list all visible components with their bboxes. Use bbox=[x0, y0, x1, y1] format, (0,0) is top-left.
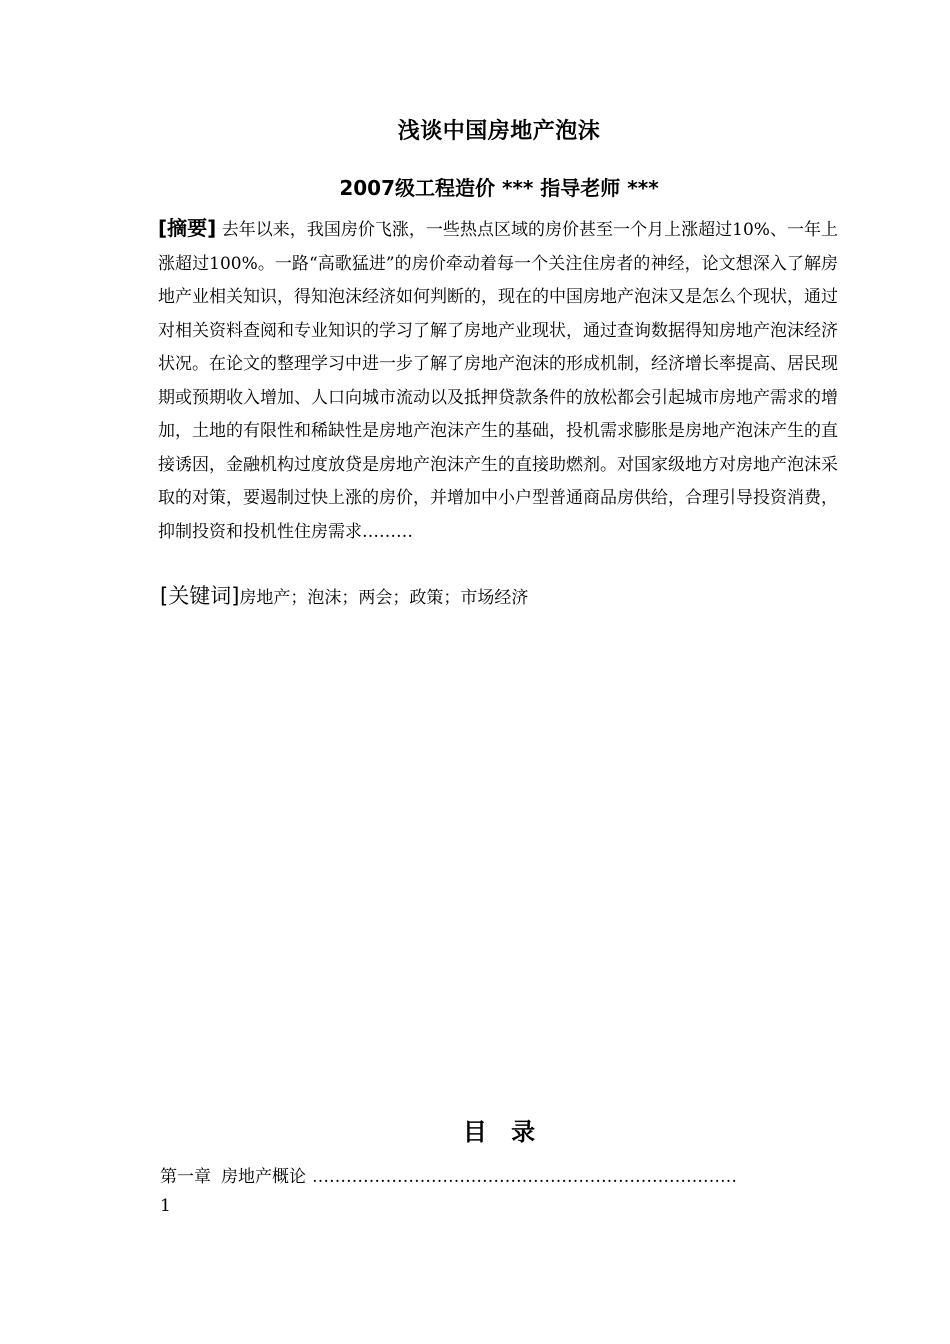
abstract-paragraph bbox=[158, 212, 838, 549]
document-subtitle: 2007级工程造价 *** 指导老师 *** bbox=[339, 176, 659, 200]
keywords-label: [关键词] bbox=[160, 584, 240, 608]
toc-entry-chapter: 第一章 bbox=[160, 1167, 211, 1187]
toc-entry-page: 1 bbox=[160, 1196, 171, 1216]
abstract-text: 去年以来，我国房价飞涨，一些热点区域的房价甚至一个月上涨超过10%、一年上涨超过100%。一路“高歌猛进”的房价牵动着每一个关注住房者的神经，论文想深入了解房地产业相关知识，得知泡沫经济如何判断的，现在的中国房地产泡沫又是怎么个现状，通过对相关资料查阅和专业知识的学习了解了房地产业现状，通过查询数据得知房地产泡沫经济状况。在论文的整理学习中进一步了解了房地产泡沫的形成机制，经济增长率提高、居民现期或预期收入增加、人口向城市流动以及抵押贷款条件的放松都会引起城市房地产需求的增加，土地的有限性和稀缺性是房地产泡沫产生的基础，投机需求膨胀是房地产泡沫产生的直接诱因，金融机构过度放贷是房地产泡沫产生的直接助燃剂。对国家级地方对房地产泡沫采取的对策，要遏制过快上涨的房价，并增加中小户型普通商品房供给，合理引导投资消费，抑制投资和投机性住房需求……… bbox=[158, 220, 838, 542]
document-title: 浅谈中国房地产泡沫 bbox=[397, 119, 601, 144]
toc-entry[interactable] bbox=[160, 1162, 820, 1187]
toc-entry-leader: ………………………………………………………………… bbox=[312, 1167, 737, 1187]
keywords-line bbox=[160, 580, 840, 616]
toc-entry-name: 房地产概论 bbox=[221, 1167, 306, 1187]
keywords-text: 房地产；泡沫；两会；政策；市场经济 bbox=[239, 588, 529, 608]
toc-heading: 目 录 bbox=[462, 1118, 536, 1146]
abstract-label: [摘要] bbox=[158, 216, 217, 240]
